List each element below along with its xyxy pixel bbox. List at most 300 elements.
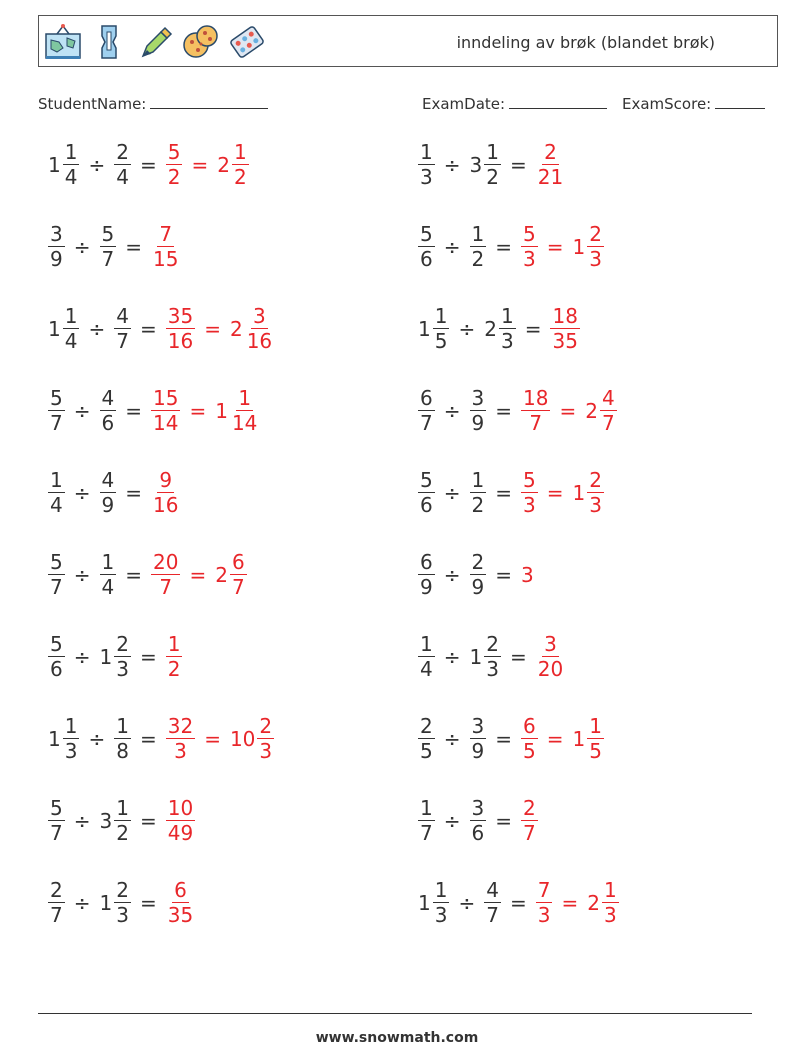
problem-item (416, 470, 606, 515)
denominator: 7 (101, 247, 115, 271)
answer-mixed-number (213, 388, 261, 433)
problem-item (46, 552, 249, 597)
problem-item (416, 388, 619, 433)
denominator: 5 (420, 739, 433, 763)
header-icons (43, 20, 267, 64)
denominator: 6 (101, 411, 115, 435)
divisor (98, 224, 119, 269)
divisor (112, 142, 133, 187)
whole-number: 1 (48, 726, 61, 751)
numerator: 9 (159, 468, 173, 492)
fraction (521, 798, 538, 843)
fraction (484, 634, 501, 679)
denominator: 3 (116, 657, 129, 681)
answer-fraction (164, 716, 197, 761)
numerator: 1 (486, 140, 499, 164)
equals-sign: = (495, 808, 512, 833)
divide-sign: ÷ (73, 480, 91, 505)
answer-mixed-number (585, 880, 620, 925)
fraction (114, 306, 131, 351)
exam-score-line[interactable] (715, 94, 765, 109)
answer-fraction (164, 142, 185, 187)
divide-sign: ÷ (443, 562, 461, 587)
fraction (521, 224, 538, 269)
equals-sign: = (139, 316, 157, 341)
fraction (166, 634, 183, 679)
fraction (100, 388, 117, 433)
dividend (46, 716, 81, 761)
problem-item (416, 142, 567, 187)
divisor (468, 470, 489, 515)
numerator: 1 (603, 878, 617, 902)
equals-sign: = (139, 890, 157, 915)
answer-fraction (519, 563, 534, 587)
equals-sign: = (191, 152, 209, 177)
whole-number: 1 (418, 316, 431, 341)
denominator: 7 (116, 329, 129, 353)
numerator: 3 (471, 796, 485, 820)
answer-fraction (149, 388, 182, 433)
fraction (470, 716, 487, 761)
problem-item (416, 798, 540, 843)
denominator: 20 (537, 657, 564, 681)
divide-sign: ÷ (88, 152, 106, 177)
answer (519, 716, 606, 761)
footer-url: www.snowmath.com (315, 1030, 479, 1046)
divide-sign: ÷ (443, 480, 461, 505)
divisor (482, 306, 517, 351)
problem-item (416, 224, 606, 269)
student-name-line[interactable] (150, 94, 268, 109)
problem-item (46, 634, 184, 679)
numerator: 20 (153, 550, 179, 574)
numerator: 7 (537, 878, 551, 902)
equals-sign: = (546, 726, 564, 751)
answer-mixed-number (215, 142, 250, 187)
numerator: 18 (523, 386, 549, 410)
denominator: 9 (471, 575, 485, 599)
problem-item (46, 224, 182, 269)
denominator: 9 (101, 493, 115, 517)
divide-sign: ÷ (443, 644, 461, 669)
whole-number: 2 (215, 562, 228, 587)
fraction (48, 880, 65, 925)
denominator: 3 (486, 657, 499, 681)
fraction (418, 224, 435, 269)
fraction (166, 306, 195, 351)
answer (149, 388, 261, 433)
divisor (112, 716, 133, 761)
divisor (98, 470, 119, 515)
divisor (468, 142, 503, 187)
numerator: 1 (50, 468, 63, 492)
worksheet-title: inndeling av brøk (blandet brøk) (456, 33, 715, 52)
fraction (433, 880, 450, 925)
numerator: 2 (50, 878, 63, 902)
divisor (468, 552, 489, 597)
fraction (48, 388, 65, 433)
numerator: 4 (486, 878, 499, 902)
divisor (468, 798, 489, 843)
fraction (587, 470, 604, 515)
denominator: 14 (231, 411, 258, 435)
fraction (600, 388, 617, 433)
numerator: 4 (101, 386, 115, 410)
numerator: 1 (420, 796, 433, 820)
fraction (418, 552, 435, 597)
answer (164, 142, 251, 187)
numerator: 5 (50, 550, 63, 574)
fraction (114, 798, 131, 843)
denominator: 3 (500, 329, 514, 353)
fraction (484, 880, 501, 925)
equals-sign: = (509, 644, 527, 669)
denominator: 2 (486, 165, 499, 189)
answer (149, 470, 182, 515)
equals-sign: = (495, 398, 512, 423)
dividend (46, 634, 67, 679)
answer-mixed-number (583, 388, 618, 433)
numerator: 1 (64, 140, 78, 164)
fraction (166, 880, 195, 925)
fraction (470, 224, 487, 269)
numerator: 4 (601, 386, 615, 410)
whole-number: 1 (572, 480, 586, 505)
dividend (416, 142, 437, 187)
fraction (536, 634, 565, 679)
fraction (470, 388, 487, 433)
numerator: 1 (420, 140, 433, 164)
denominator: 15 (153, 247, 179, 271)
denominator: 3 (434, 903, 448, 927)
denominator: 9 (471, 739, 485, 763)
problem-item (416, 716, 606, 761)
answer-fraction (534, 880, 555, 925)
answer (164, 306, 276, 351)
fraction (484, 142, 501, 187)
denominator: 6 (471, 821, 485, 845)
fraction (48, 552, 65, 597)
denominator: 7 (50, 821, 63, 845)
fraction (521, 388, 550, 433)
numerator: 35 (167, 304, 194, 328)
whole-number: 3 (469, 152, 483, 177)
denominator: 7 (50, 903, 63, 927)
numerator: 1 (167, 632, 181, 656)
denominator: 6 (420, 247, 433, 271)
dividend (46, 224, 67, 269)
equals-sign: = (139, 152, 157, 177)
numerator: 15 (153, 386, 179, 410)
numerator: 5 (50, 796, 63, 820)
exam-score-label: ExamScore: (622, 95, 712, 113)
dividend (46, 880, 67, 925)
answer (519, 470, 606, 515)
answer (149, 224, 182, 269)
answer-fraction (519, 224, 540, 269)
whole-number: 2 (484, 316, 497, 341)
divide-sign: ÷ (73, 808, 91, 833)
problem-item (416, 634, 567, 679)
problem-item (46, 306, 276, 351)
whole-number: 1 (215, 398, 228, 423)
dividend (416, 716, 437, 761)
answer-fraction (519, 470, 540, 515)
problem-item (46, 880, 197, 925)
numerator: 5 (101, 222, 115, 246)
numerator: 1 (101, 550, 115, 574)
fraction (536, 880, 553, 925)
answer (519, 563, 534, 587)
answer (164, 798, 197, 843)
denominator: 7 (159, 575, 173, 599)
highlighter-icon (135, 22, 175, 62)
denominator: 2 (471, 247, 485, 271)
denominator: 4 (64, 329, 78, 353)
denominator: 3 (523, 247, 536, 271)
fraction (602, 880, 619, 925)
fraction (63, 142, 80, 187)
equals-sign: = (125, 398, 142, 423)
fraction (418, 634, 435, 679)
equals-sign: = (204, 726, 221, 751)
fraction (100, 552, 117, 597)
denominator: 2 (116, 821, 129, 845)
equals-sign: = (495, 562, 512, 587)
numerator: 6 (420, 550, 433, 574)
answer (534, 634, 567, 679)
fraction (151, 552, 180, 597)
fraction (114, 634, 131, 679)
equals-sign: = (559, 398, 577, 423)
problem-item (46, 142, 251, 187)
numerator: 2 (259, 714, 273, 738)
footer-divider (38, 1013, 752, 1014)
cookies-icon (181, 22, 221, 62)
problem-item (46, 470, 182, 515)
denominator: 16 (153, 493, 179, 517)
equals-sign: = (546, 234, 564, 259)
problem-item (416, 880, 621, 925)
divide-sign: ÷ (73, 562, 91, 587)
answer (164, 716, 276, 761)
sharpener-icon (89, 22, 129, 62)
divisor (98, 634, 133, 679)
dividend (416, 798, 437, 843)
denominator: 2 (167, 165, 181, 189)
denominator: 3 (259, 739, 273, 763)
answer (519, 388, 619, 433)
whole-number: 1 (469, 644, 483, 669)
answer-fraction (149, 470, 182, 515)
denominator: 7 (601, 411, 615, 435)
dividend (416, 880, 451, 925)
fraction (100, 224, 117, 269)
denominator: 7 (420, 411, 433, 435)
denominator: 16 (167, 329, 194, 353)
equals-sign: = (125, 234, 142, 259)
numerator: 5 (420, 222, 433, 246)
answer-fraction (164, 634, 185, 679)
answer-mixed-number (213, 552, 248, 597)
divisor (468, 634, 503, 679)
whole-number: 3 (521, 562, 534, 587)
equals-sign: = (189, 398, 207, 423)
equals-sign: = (139, 726, 157, 751)
numerator: 2 (589, 468, 602, 492)
dividend (46, 388, 67, 433)
fraction (48, 224, 65, 269)
denominator: 8 (116, 739, 129, 763)
fraction (418, 470, 435, 515)
numerator: 4 (116, 304, 129, 328)
answer-mixed-number (571, 470, 606, 515)
problem-item (416, 552, 534, 597)
dividend (416, 388, 437, 433)
answer-fraction (149, 224, 182, 269)
dividend (416, 470, 437, 515)
answer-mixed-number (228, 716, 276, 761)
numerator: 6 (420, 386, 433, 410)
numerator: 1 (116, 796, 129, 820)
fraction (151, 388, 180, 433)
denominator: 16 (246, 329, 273, 353)
numerator: 1 (500, 304, 514, 328)
equals-sign: = (524, 316, 542, 341)
student-name-field[interactable] (38, 94, 268, 113)
numerator: 2 (116, 140, 129, 164)
whole-number: 1 (418, 890, 431, 915)
denominator: 7 (50, 411, 63, 435)
denominator: 4 (101, 575, 115, 599)
answer (534, 880, 621, 925)
denominator: 35 (167, 903, 194, 927)
numerator: 1 (471, 468, 485, 492)
numerator: 5 (420, 468, 433, 492)
denominator: 3 (420, 165, 433, 189)
dividend (46, 142, 81, 187)
fraction (433, 306, 450, 351)
numerator: 3 (471, 386, 485, 410)
exam-date-line[interactable] (509, 94, 607, 109)
fraction (151, 224, 180, 269)
denominator: 7 (231, 575, 245, 599)
numerator: 18 (552, 304, 578, 328)
numerator: 1 (471, 222, 485, 246)
whole-number: 2 (217, 152, 230, 177)
equals-sign: = (204, 316, 221, 341)
denominator: 2 (233, 165, 247, 189)
fraction (166, 142, 183, 187)
equals-sign: = (125, 480, 142, 505)
divide-sign: ÷ (458, 890, 476, 915)
denominator: 3 (589, 493, 602, 517)
numerator: 6 (523, 714, 536, 738)
worksheet-header (38, 15, 778, 67)
fraction (550, 306, 579, 351)
denominator: 9 (50, 247, 63, 271)
denominator: 4 (50, 493, 63, 517)
whole-number: 1 (48, 152, 61, 177)
fraction (63, 716, 80, 761)
numerator: 3 (50, 222, 63, 246)
dividend (46, 552, 67, 597)
denominator: 3 (174, 739, 187, 763)
numerator: 2 (420, 714, 433, 738)
equals-sign: = (495, 480, 512, 505)
divide-sign: ÷ (73, 234, 91, 259)
equals-sign: = (495, 726, 512, 751)
answer-mixed-number (228, 306, 276, 351)
divide-sign: ÷ (443, 398, 461, 423)
problem-item (46, 716, 276, 761)
fraction (418, 798, 435, 843)
fraction (48, 470, 65, 515)
divisor (98, 798, 133, 843)
fraction (230, 388, 259, 433)
fraction (114, 716, 131, 761)
divisor (98, 880, 133, 925)
fraction (418, 716, 435, 761)
divide-sign: ÷ (88, 726, 106, 751)
numerator: 1 (64, 304, 78, 328)
whole-number: 1 (99, 890, 113, 915)
fraction (587, 716, 604, 761)
numerator: 1 (238, 386, 252, 410)
equals-sign: = (125, 562, 142, 587)
denominator: 7 (529, 411, 543, 435)
student-name-label: StudentName: (38, 95, 147, 113)
answer-fraction (534, 142, 567, 187)
exam-date-field[interactable] (422, 94, 607, 113)
divisor (98, 388, 119, 433)
numerator: 32 (167, 714, 194, 738)
divide-sign: ÷ (443, 726, 461, 751)
whole-number: 3 (99, 808, 113, 833)
numerator: 2 (471, 550, 485, 574)
whole-number: 1 (572, 726, 586, 751)
denominator: 49 (167, 821, 194, 845)
whole-number: 1 (572, 234, 586, 259)
numerator: 1 (116, 714, 129, 738)
denominator: 3 (116, 903, 129, 927)
denominator: 21 (537, 165, 564, 189)
answer-fraction (149, 552, 182, 597)
numerator: 2 (116, 878, 129, 902)
numerator: 5 (523, 468, 536, 492)
numerator: 3 (544, 632, 557, 656)
exam-score-field[interactable] (622, 94, 765, 113)
answer (519, 798, 540, 843)
fraction (418, 388, 435, 433)
denominator: 7 (50, 575, 63, 599)
answer (164, 634, 185, 679)
fraction (521, 470, 538, 515)
dividend (416, 552, 437, 597)
numerator: 2 (523, 796, 536, 820)
fraction (114, 142, 131, 187)
whole-number: 10 (229, 726, 256, 751)
denominator: 9 (420, 575, 433, 599)
fraction (100, 470, 117, 515)
denominator: 3 (537, 903, 551, 927)
numerator: 2 (544, 140, 557, 164)
numerator: 3 (253, 304, 266, 328)
denominator: 3 (64, 739, 78, 763)
answer-fraction (519, 798, 540, 843)
fraction (48, 634, 65, 679)
fraction (166, 798, 195, 843)
